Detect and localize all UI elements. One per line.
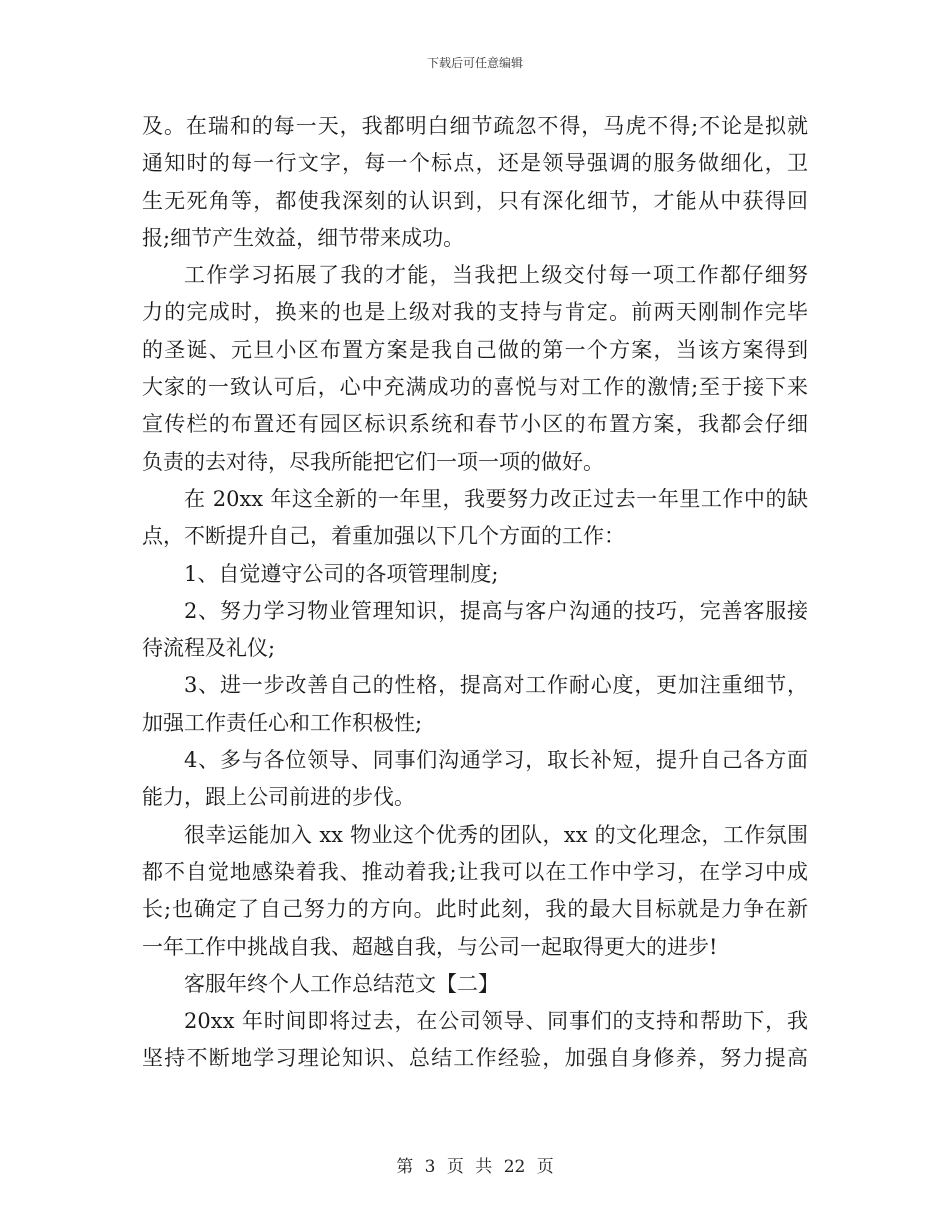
text-line: 4、多与各位领导、同事们沟通学习，取长补短，提升自己各方面 [184, 748, 808, 773]
text-line: 能力，跟上公司前进的步伐。 [142, 785, 415, 810]
text-line: 加强工作责任心和工作积极性; [142, 710, 423, 735]
text-line: 坚持不断地学习理论知识、总结工作经验，加强自身修养，努力提高 [142, 1046, 808, 1071]
text-line: 客服年终个人工作总结范文【二】 [184, 971, 499, 996]
text-line: 点，不断提升自己，着重加强以下几个方面的工作： [142, 524, 625, 549]
text-line: 3、进一步改善自己的性格，提高对工作耐心度，更加注重细节， [184, 673, 808, 698]
text-line: 20xx 年时间即将过去，在公司领导、同事们的支持和帮助下，我 [184, 1009, 808, 1034]
text-line: 通知时的每一行文字，每一个标点，还是领导强调的服务做细化，卫 [142, 151, 808, 176]
text-line: 长;也确定了自己努力的方向。此时此刻，我的最大目标就是力争在新 [142, 897, 808, 922]
text-line: 很幸运能加入 xx 物业这个优秀的团队，xx 的文化理念，工作氛围 [184, 822, 808, 847]
text-line: 都不自觉地感染着我、推动着我;让我可以在工作中学习，在学习中成 [142, 859, 808, 884]
text-line: 大家的一致认可后，心中充满成功的喜悦与对工作的激情;至于接下来 [142, 375, 808, 400]
text-line: 及。在瑞和的每一天，我都明白细节疏忽不得，马虎不得;不论是拟就 [142, 114, 808, 138]
text-line: 负责的去对待，尽我所能把它们一项一项的做好。 [142, 449, 604, 474]
page-footer: 第 3 页 共 22 页 [396, 1157, 554, 1177]
text-line: 一年工作中挑战自我、超越自我，与公司一起取得更大的进步! [142, 934, 718, 959]
text-line: 工作学习拓展了我的才能，当我把上级交付每一项工作都仔细努 [184, 263, 808, 288]
text-line: 在 20xx 年这全新的一年里，我要努力改正过去一年里工作中的缺 [184, 486, 808, 511]
text-line: 1、自觉遵守公司的各项管理制度; [184, 561, 499, 586]
text-line: 生无死角等，都使我深刻的认识到，只有深化细节，才能从中获得回 [142, 188, 808, 213]
text-line: 待流程及礼仪; [142, 636, 276, 661]
page-header: 下载后可任意编辑 [426, 56, 523, 70]
document-body [142, 108, 808, 1078]
text-line: 力的完成时，换来的也是上级对我的支持与肯定。前两天刚制作完毕 [142, 300, 808, 325]
text-line: 报;细节产生效益，细节带来成功。 [142, 225, 465, 250]
text-line: 的圣诞、元旦小区布置方案是我自己做的第一个方案，当该方案得到 [142, 337, 808, 362]
text-line: 宣传栏的布置还有园区标识系统和春节小区的布置方案，我都会仔细 [142, 412, 808, 437]
text-line: 2、努力学习物业管理知识，提高与客户沟通的技巧，完善客服接 [184, 598, 808, 623]
